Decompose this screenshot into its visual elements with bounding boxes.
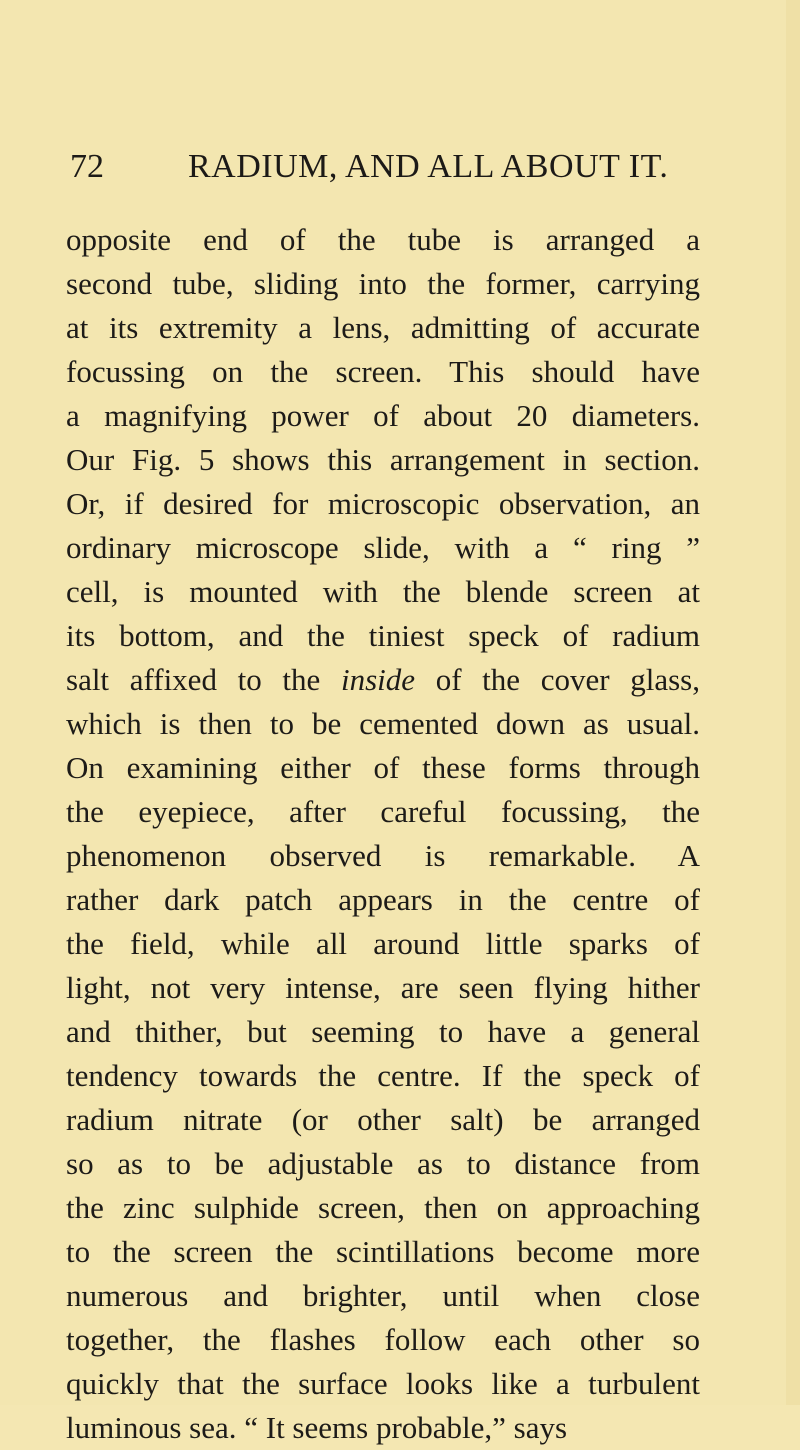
text-line: radium nitrate (or other salt) be arranged [66, 1102, 700, 1137]
text-line: tendency towards the centre. If the speck of [66, 1058, 700, 1093]
page-number: 72 [70, 148, 104, 185]
text-line: cell, is mounted with the blende screen at [66, 574, 700, 609]
text-line: phenomenon observed is remarkable. A [66, 838, 700, 873]
italic-word: inside [340, 662, 416, 697]
text-line: Our Fig. 5 shows this arrangement in section. [66, 442, 700, 477]
running-title: RADIUM, AND ALL ABOUT IT. [188, 148, 669, 185]
running-header [70, 148, 760, 198]
text-line: numerous and brighter, until when close [66, 1278, 700, 1313]
text-line: together, the flashes follow each other so [66, 1322, 700, 1357]
text-line: its bottom, and the tiniest speck of radium [66, 618, 700, 653]
text-line: luminous sea. “ It seems probable,” says [66, 1410, 568, 1445]
text-line: Or, if desired for microscopic observation, an [66, 486, 700, 521]
text-line: opposite end of the tube is arranged a [66, 222, 700, 257]
text-line: the eyepiece, after careful focussing, the [66, 794, 700, 829]
text-line: so as to be adjustable as to distance from [66, 1146, 700, 1181]
text-line-with-italic [66, 658, 700, 702]
text-line: light, not very intense, are seen flying hither [66, 970, 700, 1005]
text-line: and thither, but seeming to have a general [66, 1014, 700, 1049]
text-line: ordinary microscope slide, with a “ ring ” [66, 530, 700, 565]
text-segment: salt affixed to the [66, 662, 341, 697]
text-line: rather dark patch appears in the centre of [66, 882, 700, 917]
text-segment: of the cover glass, [415, 662, 700, 697]
text-line: quickly that the surface looks like a turbulent [66, 1366, 700, 1401]
text-line: which is then to be cemented down as usual. [66, 706, 700, 741]
text-line: to the screen the scintillations become more [66, 1234, 700, 1269]
page-edge [786, 0, 800, 1405]
text-line: at its extremity a lens, admitting of accurate [66, 310, 700, 345]
text-line: the zinc sulphide screen, then on approaching [66, 1190, 700, 1225]
text-line: the field, while all around little sparks of [66, 926, 700, 961]
text-line: a magnifying power of about 20 diameters. [66, 398, 700, 433]
text-line: second tube, sliding into the former, carrying [66, 266, 700, 301]
text-line: On examining either of these forms through [66, 750, 700, 785]
text-line: focussing on the screen. This should have [66, 354, 700, 389]
